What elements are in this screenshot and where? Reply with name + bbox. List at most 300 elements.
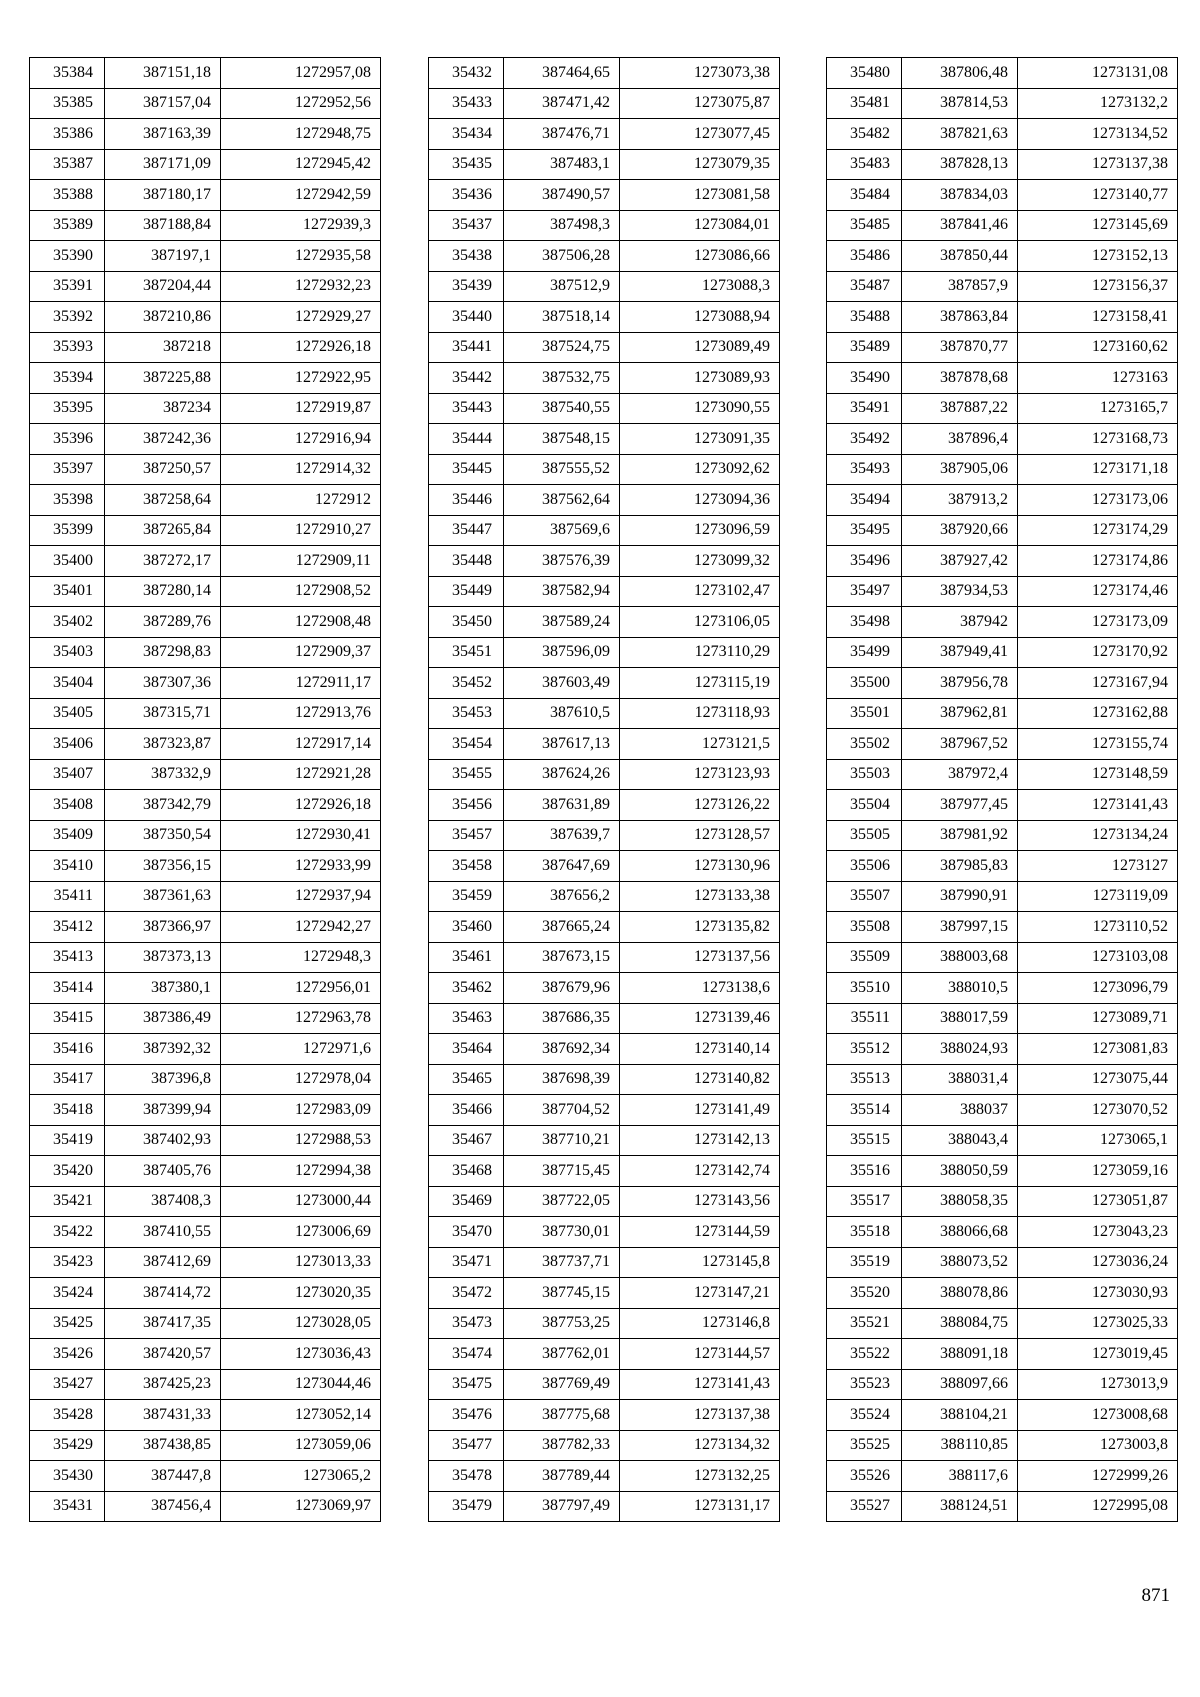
table-row [827,1430,1178,1461]
y-coordinate-cell: 1273121,5 [620,729,780,760]
y-coordinate-cell: 1272942,27 [221,912,381,943]
x-coordinate-cell: 387157,04 [105,88,221,119]
point-number-cell: 35470 [429,1217,504,1248]
table-row [827,1369,1178,1400]
x-coordinate-cell: 388084,75 [902,1308,1018,1339]
point-number-cell: 35513 [827,1064,902,1095]
table-row [429,942,780,973]
y-coordinate-cell: 1273137,38 [620,1400,780,1431]
table-row [429,1064,780,1095]
point-number-cell: 35500 [827,668,902,699]
y-coordinate-cell: 1273089,49 [620,332,780,363]
table-row [827,607,1178,638]
x-coordinate-cell: 387905,06 [902,454,1018,485]
coordinate-table-3 [826,57,1178,1522]
table-row [429,1095,780,1126]
y-coordinate-cell: 1273142,74 [620,1156,780,1187]
y-coordinate-cell: 1273155,74 [1018,729,1178,760]
x-coordinate-cell: 388031,4 [902,1064,1018,1095]
y-coordinate-cell: 1273089,71 [1018,1003,1178,1034]
table-row [429,729,780,760]
y-coordinate-cell: 1273162,88 [1018,698,1178,729]
x-coordinate-cell: 388058,35 [902,1186,1018,1217]
table-row [30,759,381,790]
table-row [827,790,1178,821]
point-number-cell: 35514 [827,1095,902,1126]
x-coordinate-cell: 387396,8 [105,1064,221,1095]
y-coordinate-cell: 1273137,38 [1018,149,1178,180]
x-coordinate-cell: 387814,53 [902,88,1018,119]
y-coordinate-cell: 1272971,6 [221,1034,381,1065]
point-number-cell: 35444 [429,424,504,455]
y-coordinate-cell: 1273167,94 [1018,668,1178,699]
x-coordinate-cell: 387610,5 [504,698,620,729]
table-row [827,881,1178,912]
point-number-cell: 35410 [30,851,105,882]
x-coordinate-cell: 387234 [105,393,221,424]
table-row [827,1156,1178,1187]
y-coordinate-cell: 1273051,87 [1018,1186,1178,1217]
y-coordinate-cell: 1273052,14 [221,1400,381,1431]
x-coordinate-cell: 387656,2 [504,881,620,912]
x-coordinate-cell: 387896,4 [902,424,1018,455]
x-coordinate-cell: 387972,4 [902,759,1018,790]
y-coordinate-cell: 1273118,93 [620,698,780,729]
x-coordinate-cell: 387483,1 [504,149,620,180]
point-number-cell: 35389 [30,210,105,241]
y-coordinate-cell: 1272994,38 [221,1156,381,1187]
point-number-cell: 35403 [30,637,105,668]
point-number-cell: 35481 [827,88,902,119]
point-number-cell: 35518 [827,1217,902,1248]
y-coordinate-cell: 1273168,73 [1018,424,1178,455]
table-row [827,1064,1178,1095]
table-row [827,485,1178,516]
point-number-cell: 35506 [827,851,902,882]
x-coordinate-cell: 387913,2 [902,485,1018,516]
table-row [827,1400,1178,1431]
point-number-cell: 35437 [429,210,504,241]
y-coordinate-cell: 1273089,93 [620,363,780,394]
table-row [30,1217,381,1248]
point-number-cell: 35525 [827,1430,902,1461]
table-row [827,820,1178,851]
point-number-cell: 35465 [429,1064,504,1095]
point-number-cell: 35508 [827,912,902,943]
point-number-cell: 35458 [429,851,504,882]
table-row [30,729,381,760]
x-coordinate-cell: 387647,69 [504,851,620,882]
y-coordinate-cell: 1272978,04 [221,1064,381,1095]
y-coordinate-cell: 1273065,1 [1018,1125,1178,1156]
point-number-cell: 35398 [30,485,105,516]
point-number-cell: 35414 [30,973,105,1004]
y-coordinate-cell: 1273084,01 [620,210,780,241]
table-row [429,332,780,363]
point-number-cell: 35520 [827,1278,902,1309]
y-coordinate-cell: 1273126,22 [620,790,780,821]
table-row [429,363,780,394]
point-number-cell: 35471 [429,1247,504,1278]
x-coordinate-cell: 387210,86 [105,302,221,333]
table-row [827,1217,1178,1248]
table-row [30,210,381,241]
table-row [429,790,780,821]
y-coordinate-cell: 1273020,35 [221,1278,381,1309]
table-row [429,973,780,1004]
x-coordinate-cell: 387373,13 [105,942,221,973]
point-number-cell: 35485 [827,210,902,241]
point-number-cell: 35441 [429,332,504,363]
x-coordinate-cell: 387366,97 [105,912,221,943]
table-row [827,1003,1178,1034]
y-coordinate-cell: 1273065,2 [221,1461,381,1492]
y-coordinate-cell: 1272908,48 [221,607,381,638]
point-number-cell: 35502 [827,729,902,760]
y-coordinate-cell: 1273138,6 [620,973,780,1004]
x-coordinate-cell: 387841,46 [902,210,1018,241]
x-coordinate-cell: 387471,42 [504,88,620,119]
table-row [30,973,381,1004]
point-number-cell: 35436 [429,180,504,211]
x-coordinate-cell: 387315,71 [105,698,221,729]
y-coordinate-cell: 1273139,46 [620,1003,780,1034]
y-coordinate-cell: 1273081,58 [620,180,780,211]
x-coordinate-cell: 387715,45 [504,1156,620,1187]
point-number-cell: 35524 [827,1400,902,1431]
point-number-cell: 35455 [429,759,504,790]
x-coordinate-cell: 387386,49 [105,1003,221,1034]
point-number-cell: 35467 [429,1125,504,1156]
point-number-cell: 35391 [30,271,105,302]
point-number-cell: 35515 [827,1125,902,1156]
table-row [30,1003,381,1034]
x-coordinate-cell: 387410,55 [105,1217,221,1248]
table-row [30,1400,381,1431]
point-number-cell: 35386 [30,119,105,150]
table-row [429,1400,780,1431]
table-row [827,1278,1178,1309]
y-coordinate-cell: 1273059,16 [1018,1156,1178,1187]
y-coordinate-cell: 1273091,35 [620,424,780,455]
table-row [429,1308,780,1339]
x-coordinate-cell: 387204,44 [105,271,221,302]
table-row [827,58,1178,89]
table-row [827,1186,1178,1217]
x-coordinate-cell: 387698,39 [504,1064,620,1095]
table-row [827,1125,1178,1156]
y-coordinate-cell: 1272932,23 [221,271,381,302]
y-coordinate-cell: 1272957,08 [221,58,381,89]
table-row [30,454,381,485]
x-coordinate-cell: 388117,6 [902,1461,1018,1492]
table-row [429,1125,780,1156]
point-number-cell: 35492 [827,424,902,455]
x-coordinate-cell: 387405,76 [105,1156,221,1187]
x-coordinate-cell: 387828,13 [902,149,1018,180]
table-row [30,58,381,89]
x-coordinate-cell: 387555,52 [504,454,620,485]
table-row [30,485,381,516]
point-number-cell: 35427 [30,1369,105,1400]
table-row [30,790,381,821]
x-coordinate-cell: 387218 [105,332,221,363]
x-coordinate-cell: 387673,15 [504,942,620,973]
x-coordinate-cell: 387934,53 [902,576,1018,607]
point-number-cell: 35474 [429,1339,504,1370]
y-coordinate-cell: 1272952,56 [221,88,381,119]
table-row [429,698,780,729]
table-row [429,241,780,272]
point-number-cell: 35426 [30,1339,105,1370]
table-row [827,363,1178,394]
x-coordinate-cell: 388073,52 [902,1247,1018,1278]
table-row [429,1003,780,1034]
coordinate-table-1 [29,57,381,1522]
x-coordinate-cell: 387962,81 [902,698,1018,729]
point-number-cell: 35519 [827,1247,902,1278]
y-coordinate-cell: 1273142,13 [620,1125,780,1156]
point-number-cell: 35405 [30,698,105,729]
point-number-cell: 35463 [429,1003,504,1034]
point-number-cell: 35388 [30,180,105,211]
x-coordinate-cell: 387762,01 [504,1339,620,1370]
x-coordinate-cell: 387596,09 [504,637,620,668]
table-row [429,820,780,851]
table-row [30,668,381,699]
x-coordinate-cell: 387242,36 [105,424,221,455]
y-coordinate-cell: 1272929,27 [221,302,381,333]
table-row [30,1461,381,1492]
table-row [429,1217,780,1248]
point-number-cell: 35476 [429,1400,504,1431]
y-coordinate-cell: 1273133,38 [620,881,780,912]
point-number-cell: 35512 [827,1034,902,1065]
x-coordinate-cell: 387414,72 [105,1278,221,1309]
y-coordinate-cell: 1273070,52 [1018,1095,1178,1126]
point-number-cell: 35418 [30,1095,105,1126]
point-number-cell: 35412 [30,912,105,943]
table-row [429,454,780,485]
y-coordinate-cell: 1272919,87 [221,393,381,424]
x-coordinate-cell: 387942 [902,607,1018,638]
point-number-cell: 35385 [30,88,105,119]
x-coordinate-cell: 387447,8 [105,1461,221,1492]
y-coordinate-cell: 1272910,27 [221,515,381,546]
y-coordinate-cell: 1273073,38 [620,58,780,89]
point-number-cell: 35387 [30,149,105,180]
y-coordinate-cell: 1273144,59 [620,1217,780,1248]
point-number-cell: 35399 [30,515,105,546]
point-number-cell: 35482 [827,119,902,150]
point-number-cell: 35464 [429,1034,504,1065]
y-coordinate-cell: 1273086,66 [620,241,780,272]
y-coordinate-cell: 1273147,21 [620,1278,780,1309]
point-number-cell: 35396 [30,424,105,455]
x-coordinate-cell: 387425,23 [105,1369,221,1400]
point-number-cell: 35432 [429,58,504,89]
table-row [429,1156,780,1187]
y-coordinate-cell: 1272916,94 [221,424,381,455]
y-coordinate-cell: 1273115,19 [620,668,780,699]
point-number-cell: 35421 [30,1186,105,1217]
x-coordinate-cell: 387356,15 [105,851,221,882]
table-row [827,973,1178,1004]
table-row [429,1278,780,1309]
table-row [429,576,780,607]
point-number-cell: 35504 [827,790,902,821]
point-number-cell: 35505 [827,820,902,851]
table-row [827,1461,1178,1492]
point-number-cell: 35486 [827,241,902,272]
table-row [429,607,780,638]
y-coordinate-cell: 1273165,7 [1018,393,1178,424]
table-row [827,942,1178,973]
point-number-cell: 35498 [827,607,902,638]
y-coordinate-cell: 1273003,8 [1018,1430,1178,1461]
table-row [827,180,1178,211]
x-coordinate-cell: 387532,75 [504,363,620,394]
point-number-cell: 35438 [429,241,504,272]
point-number-cell: 35462 [429,973,504,1004]
y-coordinate-cell: 1273102,47 [620,576,780,607]
table-row [30,607,381,638]
x-coordinate-cell: 387920,66 [902,515,1018,546]
y-coordinate-cell: 1272917,14 [221,729,381,760]
x-coordinate-cell: 387631,89 [504,790,620,821]
y-coordinate-cell: 1273174,46 [1018,576,1178,607]
y-coordinate-cell: 1273170,92 [1018,637,1178,668]
point-number-cell: 35451 [429,637,504,668]
table-row [30,851,381,882]
table-row [30,180,381,211]
y-coordinate-cell: 1273132,25 [620,1461,780,1492]
x-coordinate-cell: 387927,42 [902,546,1018,577]
table-row [827,1339,1178,1370]
point-number-cell: 35406 [30,729,105,760]
y-coordinate-cell: 1273081,83 [1018,1034,1178,1065]
table-row [429,1430,780,1461]
table-row [30,1156,381,1187]
x-coordinate-cell: 387420,57 [105,1339,221,1370]
x-coordinate-cell: 387417,35 [105,1308,221,1339]
point-number-cell: 35480 [827,58,902,89]
table-row [30,119,381,150]
table-row [429,851,780,882]
table-row [30,1339,381,1370]
y-coordinate-cell: 1273141,43 [620,1369,780,1400]
point-number-cell: 35487 [827,271,902,302]
x-coordinate-cell: 388078,86 [902,1278,1018,1309]
x-coordinate-cell: 387990,91 [902,881,1018,912]
x-coordinate-cell: 387180,17 [105,180,221,211]
y-coordinate-cell: 1272935,58 [221,241,381,272]
y-coordinate-cell: 1273079,35 [620,149,780,180]
table-row [429,485,780,516]
table-row [429,515,780,546]
point-number-cell: 35450 [429,607,504,638]
x-coordinate-cell: 387298,83 [105,637,221,668]
x-coordinate-cell: 387289,76 [105,607,221,638]
point-number-cell: 35433 [429,88,504,119]
x-coordinate-cell: 387265,84 [105,515,221,546]
x-coordinate-cell: 387722,05 [504,1186,620,1217]
x-coordinate-cell: 387981,92 [902,820,1018,851]
point-number-cell: 35413 [30,942,105,973]
point-number-cell: 35507 [827,881,902,912]
y-coordinate-cell: 1273123,93 [620,759,780,790]
y-coordinate-cell: 1272926,18 [221,790,381,821]
table-row [827,1491,1178,1522]
y-coordinate-cell: 1273156,37 [1018,271,1178,302]
y-coordinate-cell: 1273106,05 [620,607,780,638]
table-row [30,332,381,363]
x-coordinate-cell: 387323,87 [105,729,221,760]
x-coordinate-cell: 387562,64 [504,485,620,516]
point-number-cell: 35489 [827,332,902,363]
point-number-cell: 35423 [30,1247,105,1278]
table-row [827,1095,1178,1126]
table-row [827,912,1178,943]
x-coordinate-cell: 387692,34 [504,1034,620,1065]
table-row [827,241,1178,272]
x-coordinate-cell: 387887,22 [902,393,1018,424]
table-row [30,546,381,577]
x-coordinate-cell: 387710,21 [504,1125,620,1156]
y-coordinate-cell: 1273152,13 [1018,241,1178,272]
y-coordinate-cell: 1273103,08 [1018,942,1178,973]
x-coordinate-cell: 387280,14 [105,576,221,607]
point-number-cell: 35494 [827,485,902,516]
coordinate-table-2 [428,57,780,1522]
y-coordinate-cell: 1273077,45 [620,119,780,150]
x-coordinate-cell: 388017,59 [902,1003,1018,1034]
x-coordinate-cell: 387399,94 [105,1095,221,1126]
table-row [30,1491,381,1522]
x-coordinate-cell: 387665,24 [504,912,620,943]
x-coordinate-cell: 387197,1 [105,241,221,272]
table-row [429,302,780,333]
x-coordinate-cell: 387342,79 [105,790,221,821]
y-coordinate-cell: 1273044,46 [221,1369,381,1400]
table-row [429,1186,780,1217]
table-row [30,363,381,394]
point-number-cell: 35419 [30,1125,105,1156]
point-number-cell: 35478 [429,1461,504,1492]
y-coordinate-cell: 1272911,17 [221,668,381,699]
table-row [30,1125,381,1156]
table-row [429,1369,780,1400]
point-number-cell: 35429 [30,1430,105,1461]
x-coordinate-cell: 387967,52 [902,729,1018,760]
point-number-cell: 35521 [827,1308,902,1339]
x-coordinate-cell: 388110,85 [902,1430,1018,1461]
point-number-cell: 35411 [30,881,105,912]
x-coordinate-cell: 387639,7 [504,820,620,851]
table-row [30,393,381,424]
point-number-cell: 35475 [429,1369,504,1400]
point-number-cell: 35526 [827,1461,902,1492]
y-coordinate-cell: 1272914,32 [221,454,381,485]
x-coordinate-cell: 387603,49 [504,668,620,699]
table-row [429,1247,780,1278]
point-number-cell: 35446 [429,485,504,516]
x-coordinate-cell: 388066,68 [902,1217,1018,1248]
x-coordinate-cell: 387225,88 [105,363,221,394]
x-coordinate-cell: 388091,18 [902,1339,1018,1370]
point-number-cell: 35466 [429,1095,504,1126]
x-coordinate-cell: 387332,9 [105,759,221,790]
